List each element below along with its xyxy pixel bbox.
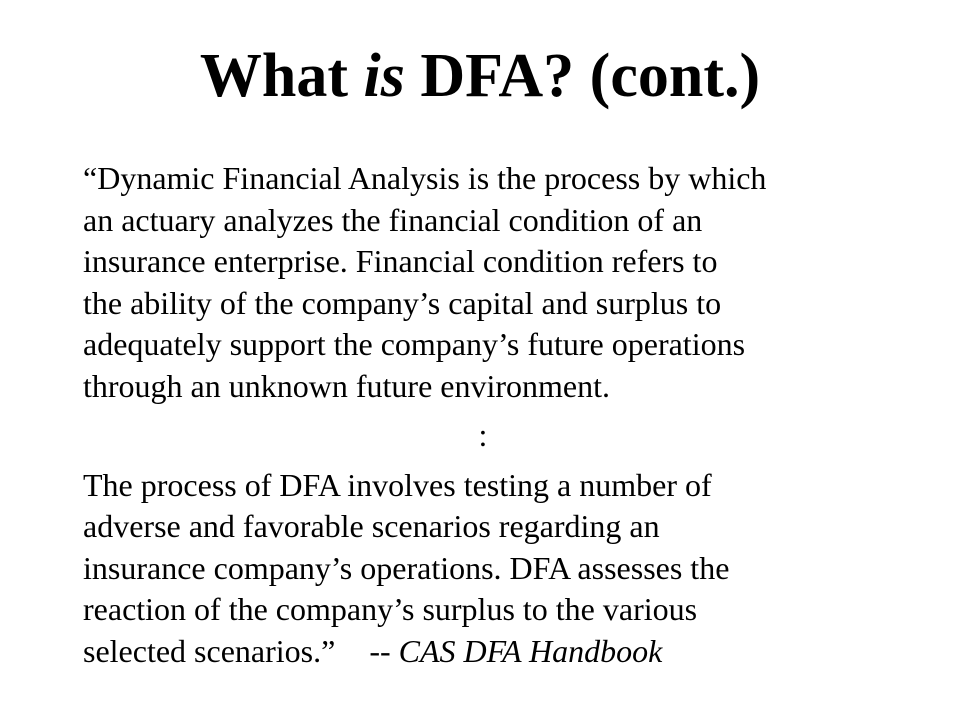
separator-colon: : <box>478 417 488 453</box>
process-line: insurance company’s operations. DFA assesses the <box>83 549 730 586</box>
slide-body <box>83 158 883 672</box>
process-line: The process of DFA involves testing a number of <box>83 466 712 503</box>
title-italic-word: is <box>363 42 405 110</box>
quote-line: adequately support the company’s future operations <box>83 326 746 362</box>
quote-line: through an unknown future environment. <box>83 367 610 404</box>
quote-line: “Dynamic Financial Analysis is the process by which <box>83 160 767 196</box>
final-line <box>83 631 883 673</box>
citation: -- CAS DFA Handbook <box>369 632 663 669</box>
quote-line: an actuary analyzes the financial condition of an <box>83 201 703 238</box>
quote-line: insurance enterprise. Financial condition refers to <box>83 243 718 279</box>
slide-title <box>0 40 960 112</box>
title-part-1: What <box>199 42 364 110</box>
final-line-text: selected scenarios.” <box>83 632 336 669</box>
process-line: adverse and favorable scenarios regarding an <box>83 508 660 544</box>
quote-line: the ability of the company’s capital and surplus to <box>83 284 722 321</box>
process-line: reaction of the company’s surplus to the various <box>83 591 698 627</box>
title-part-2: DFA? (cont.) <box>404 42 761 110</box>
